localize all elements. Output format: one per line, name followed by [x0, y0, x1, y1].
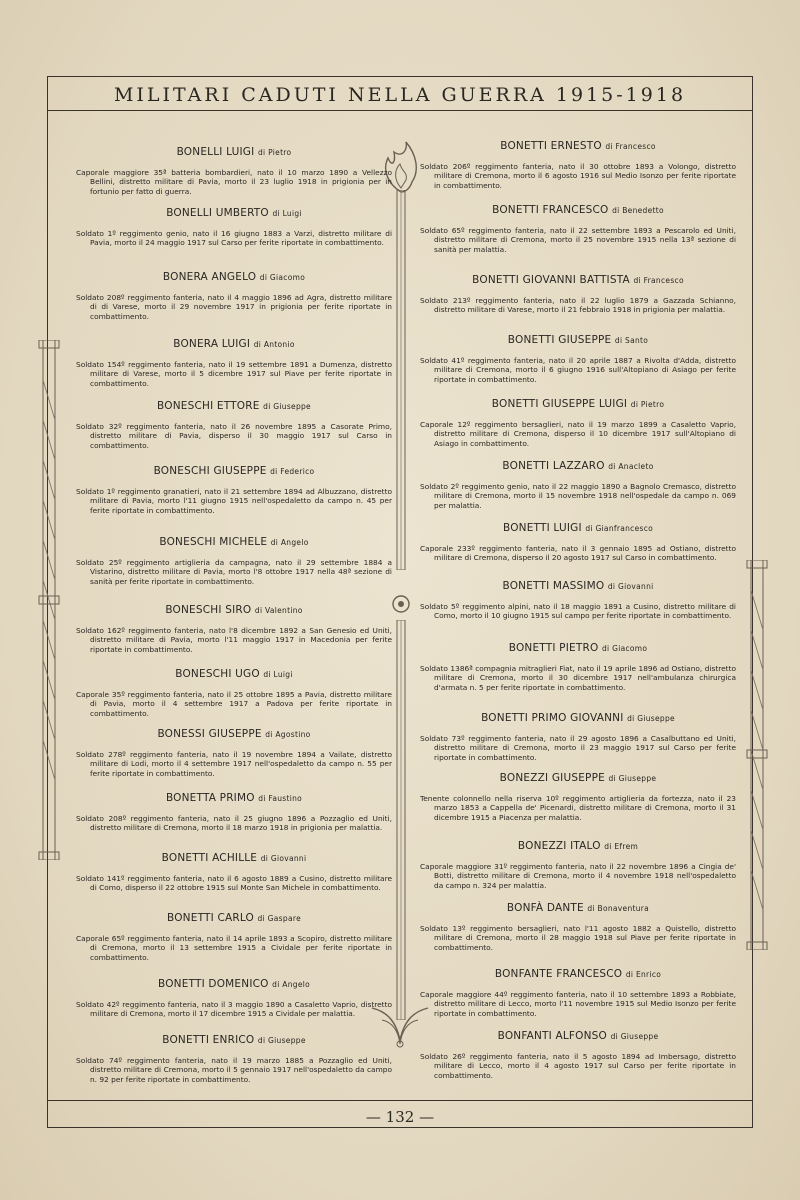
entry: [420, 140, 736, 190]
left-fasces-icon: [38, 340, 60, 860]
entry-name: BONETTI LUIGI di Gianfrancesco: [502, 522, 654, 534]
entry-text: Soldato 206º reggimento fanteria, nato il 30 ottobre 1893 a Volongo, distretto militare di Cremona, morto il 6 agosto 1916 sul Medio Isonzo per ferite riportate in combattimento.: [420, 162, 736, 190]
entry-text: Soldato 13º reggimento bersaglieri, nato l'11 agosto 1882 a Quistello, distretto militare di Cremona, morto il 28 maggio 1918 sul Piave per ferite riportate in combattimento.: [420, 924, 736, 952]
entry-text: Soldato 73º reggimento fanteria, nato il 29 agosto 1896 a Casalbuttano ed Uniti, distretto militare di Cremona, morto il 23 maggio 1917 sul Carso per ferite riportate in combattimento.: [420, 734, 736, 762]
entry-text: Soldato 1386ª compagnia mitraglieri Fiat, nato il 19 aprile 1896 ad Ostiano, distretto militare di Cremona, morto il 30 dicembre 1917 nell'ambulanza chirurgica d'armata n. 5 per ferite riportate in combattimento.: [420, 664, 736, 692]
entry-text: Soldato 208º reggimento fanteria, nato il 4 maggio 1896 ad Agra, distretto militare di di Varese, morto il 29 novembre 1917 in prigionia per ferite riportate in combattimento.: [76, 293, 392, 321]
entry-name: BONFANTI ALFONSO di Giuseppe: [497, 1030, 659, 1042]
entry-name: BONERA ANGELO di Giacomo: [162, 271, 306, 283]
entry-name: BONETTI GIOVANNI BATTISTA di Francesco: [472, 274, 684, 286]
entry-name: BONEZZI GIUSEPPE di Giuseppe: [499, 772, 657, 784]
entry-text: Soldato 154º reggimento fanteria, nato il 19 settembre 1891 a Dumenza, distretto militare di Varese, morto il 5 dicembre 1917 sul Piave per ferite riportate in combattimento.: [76, 360, 392, 388]
entry: [76, 728, 392, 778]
entry-name: BONELLI UMBERTO di Luigi: [166, 207, 302, 219]
entry: [420, 840, 736, 890]
entry-text: Soldato 213º reggimento fanteria, nato il 22 luglio 1879 a Gazzada Schianno, distretto militare di Varese, morto il 21 febbraio 1918 in prigionia per malattia.: [420, 296, 736, 315]
entry-name: BONESCHI ETTORE di Giuseppe: [157, 400, 311, 412]
entry-name: BONFÀ DANTE di Bonaventura: [506, 902, 650, 914]
entry: [76, 912, 392, 962]
fasces-pole-lower-icon: [393, 620, 409, 1020]
entry: [420, 460, 736, 510]
entry: [420, 968, 736, 1018]
entry-text: Soldato 25º reggimento artiglieria da campagna, nato il 29 settembre 1884 a Vistarino, distretto militare di Pavia, morto l'8 ottobre 1917 nella 48ª sezione di sanità per ferite riportate in combattimento.: [76, 558, 392, 586]
footer-rule: [47, 1100, 753, 1101]
entry-text: Soldato 208º reggimento fanteria, nato il 25 giugno 1896 a Pozzaglio ed Uniti, distretto militare di Cremona, morto il 18 marzo 1918 in prigionia per malattia.: [76, 814, 392, 833]
entry-name: BONETTI GIUSEPPE LUIGI di Pietro: [491, 398, 665, 410]
entry-text: Soldato 162º reggimento fanteria, nato l'8 dicembre 1892 a San Genesio ed Uniti, distretto militare di Pavia, morto l'11 maggio 1917 in Macedonia per ferite riportate in combattimento.: [76, 626, 392, 654]
entry-name: BONETTI PRIMO GIOVANNI di Giuseppe: [481, 712, 675, 724]
entry: [76, 271, 392, 321]
entry-name: BONEZZI ITALO di Efrem: [517, 840, 639, 852]
entry-text: Caporale 35º reggimento fanteria, nato il 25 ottobre 1895 a Pavia, distretto militare di Pavia, morto il 4 settembre 1917 a Padova per ferite riportate in combattimento.: [76, 690, 392, 718]
right-fasces-icon: [746, 560, 768, 950]
entry: [420, 902, 736, 952]
page-title: MILITARI CADUTI NELLA GUERRA 1915-1918: [113, 84, 687, 106]
entry-text: Soldato 1º reggimento granatieri, nato il 21 settembre 1894 ad Albuzzano, distretto militare di Pavia, morto l'11 giugno 1915 nell'ospedaletto da campo n. 45 per ferite riportate in combattimento.: [76, 487, 392, 515]
entry: [420, 204, 736, 254]
entry-name: BONESCHI GIUSEPPE di Federico: [153, 465, 315, 477]
entry: [76, 338, 392, 388]
entry: [420, 522, 736, 563]
entry-name: BONESCHI SIRO di Valentino: [165, 604, 303, 616]
entry: [420, 274, 736, 315]
entry-text: Soldato 65º reggimento fanteria, nato il 22 settembre 1893 a Pescarolo ed Uniti, distretto militare di Cremona, morto il 25 novembre 1915 nella 13ª sezione di sanità per malattia.: [420, 226, 736, 254]
entry-name: BONERA LUIGI di Antonio: [173, 338, 295, 350]
entry-text: Caporale 65º reggimento fanteria, nato il 14 aprile 1893 a Scopiro, distretto militare di Cremona, morto il 13 settembre 1915 a Cividale per ferite riportate in combattimento.: [76, 934, 392, 962]
entry-name: BONETTI CARLO di Gaspare: [167, 912, 301, 924]
entry-name: BONESCHI UGO di Luigi: [175, 668, 293, 680]
entry-name: BONETTI GIUSEPPE di Santo: [507, 334, 649, 346]
entry-text: Soldato 32º reggimento fanteria, nato il 26 novembre 1895 a Casorate Primo, distretto militare di Pavia, disperso il 30 maggio 1917 sul Carso in combattimento.: [76, 422, 392, 450]
entry: [76, 668, 392, 718]
page-number: — 132 —: [365, 1108, 435, 1126]
entry: [420, 580, 736, 621]
entry-text: Soldato 1º reggimento genio, nato il 16 giugno 1883 a Varzi, distretto militare di Pavia, morto il 24 maggio 1917 sul Carso per ferite riportate in combattimento.: [76, 229, 392, 248]
entry-name: BONETTI ERNESTO di Francesco: [500, 140, 656, 152]
entry-text: Caporale 233º reggimento fanteria, nato il 3 gennaio 1895 ad Ostiano, distretto militare di Cremona, disperso il 20 agosto 1917 sul Carso in combattimento.: [420, 544, 736, 563]
entry: [76, 1034, 392, 1084]
entry-name: BONETTI DOMENICO di Angelo: [157, 978, 311, 990]
entry: [420, 1030, 736, 1080]
entry: [76, 978, 392, 1019]
entry: [76, 400, 392, 450]
entry: [76, 207, 392, 248]
entry: [420, 772, 736, 822]
entry-name: BONETTI ENRICO di Giuseppe: [162, 1034, 306, 1046]
entry-text: Soldato 2º reggimento genio, nato il 22 maggio 1890 a Bagnolo Cremasco, distretto militare di Cremona, morto il 15 novembre 1918 nell'ospedale da campo n. 069 per malattia.: [420, 482, 736, 510]
entry: [76, 536, 392, 586]
entry: [76, 604, 392, 654]
entry-name: BONETTI LAZZARO di Anacleto: [502, 460, 654, 472]
header-rule: [47, 110, 753, 111]
entry-text: Soldato 5º reggimento alpini, nato il 18 maggio 1891 a Cusino, distretto militare di Como, morto il 10 giugno 1915 sul campo per ferite riportate in combattimento.: [420, 602, 736, 621]
entry-name: BONFANTE FRANCESCO di Enrico: [494, 968, 662, 980]
entry-name: BONELLI LUIGI di Pietro: [176, 146, 292, 158]
entry-text: Soldato 74º reggimento fanteria, nato il 19 marzo 1885 a Pozzaglio ed Uniti, distretto militare di Cremona, morto il 5 gennaio 1917 nell'ospedaletto da campo n. 92 per ferite riportate in combattimento.: [76, 1056, 392, 1084]
entry-text: Tenente colonnello nella riserva 10º reggimento artiglieria da fortezza, nato il 23 marzo 1853 a Cappella de' Picenardi, distretto militare di Cremona, morto il 31 dicembre 1915 a Piacenza per malattia.: [420, 794, 736, 822]
entry-text: Soldato 141º reggimento fanteria, nato il 6 agosto 1889 a Cusino, distretto militare di Como, disperso il 22 ottobre 1915 sul Monte San Michele in combattimento.: [76, 874, 392, 893]
entry-name: BONETTA PRIMO di Faustino: [165, 792, 303, 804]
entry-text: Caporale maggiore 44º reggimento fanteria, nato il 10 settembre 1893 a Robbiate, distretto militare di Lecco, morto l'11 novembre 1915 sul Medio Isonzo per ferite riportate in combattimento.: [420, 990, 736, 1018]
entry-name: BONETTI ACHILLE di Giovanni: [161, 852, 307, 864]
entry-text: Soldato 278º reggimento fanteria, nato il 19 novembre 1894 a Vailate, distretto militare di Lodi, morto il 4 settembre 1917 nell'ospedaletto da campo n. 55 per ferite riportate in combattimento.: [76, 750, 392, 778]
entry-text: Soldato 42º reggimento fanteria, nato il 3 maggio 1890 a Casaletto Vaprio, distretto militare di Cremona, morto il 17 dicembre 1915 a Cividale per malattia.: [76, 1000, 392, 1019]
entry-name: BONETTI PIETRO di Giacomo: [508, 642, 648, 654]
entry-text: Caporale maggiore 35ª batteria bombardieri, nato il 10 marzo 1890 a Vellezzo Bellini, distretto militare di Pavia, morto il 23 luglio 1918 in prigionia per in fortunio per fatto di guerra.: [76, 168, 392, 196]
entry-text: Caporale maggiore 31º reggimento fanteria, nato il 22 novembre 1896 a Cingia de' Botti, distretto militare di Cremona, morto il 4 novembre 1918 nell'ospedaletto da campo n. 324 per malattia.: [420, 862, 736, 890]
entry: [76, 146, 392, 196]
entry-name: BONESSI GIUSEPPE di Agostino: [157, 728, 311, 740]
entry-text: Soldato 26º reggimento fanteria, nato il 5 agosto 1894 ad Imbersago, distretto militare di Lecco, morto il 4 agosto 1917 sul Carso per ferite riportate in combattimento.: [420, 1052, 736, 1080]
entry: [76, 852, 392, 893]
entry: [420, 398, 736, 448]
entry: [420, 642, 736, 692]
entry: [76, 792, 392, 833]
entry-name: BONESCHI MICHELE di Angelo: [159, 536, 309, 548]
rosette-icon: [391, 594, 411, 614]
entry: [420, 334, 736, 384]
entry: [420, 712, 736, 762]
entry-name: BONETTI MASSIMO di Giovanni: [502, 580, 654, 592]
entry-name: BONETTI FRANCESCO di Benedetto: [492, 204, 664, 216]
entry: [76, 465, 392, 515]
entry-text: Caporale 12º reggimento bersaglieri, nato il 19 marzo 1899 a Casaletto Vaprio, distretto militare di Cremona, disperso il 10 dicembre 1917 sull'Altopiano di Asiago in combattimento.: [420, 420, 736, 448]
fasces-pole-upper-icon: [393, 190, 409, 570]
entry-text: Soldato 41º reggimento fanteria, nato il 20 aprile 1887 a Rivolta d'Adda, distretto militare di Cremona, morto il 6 giugno 1916 sull'Altopiano di Asiago per ferite riportate in combattimento.: [420, 356, 736, 384]
